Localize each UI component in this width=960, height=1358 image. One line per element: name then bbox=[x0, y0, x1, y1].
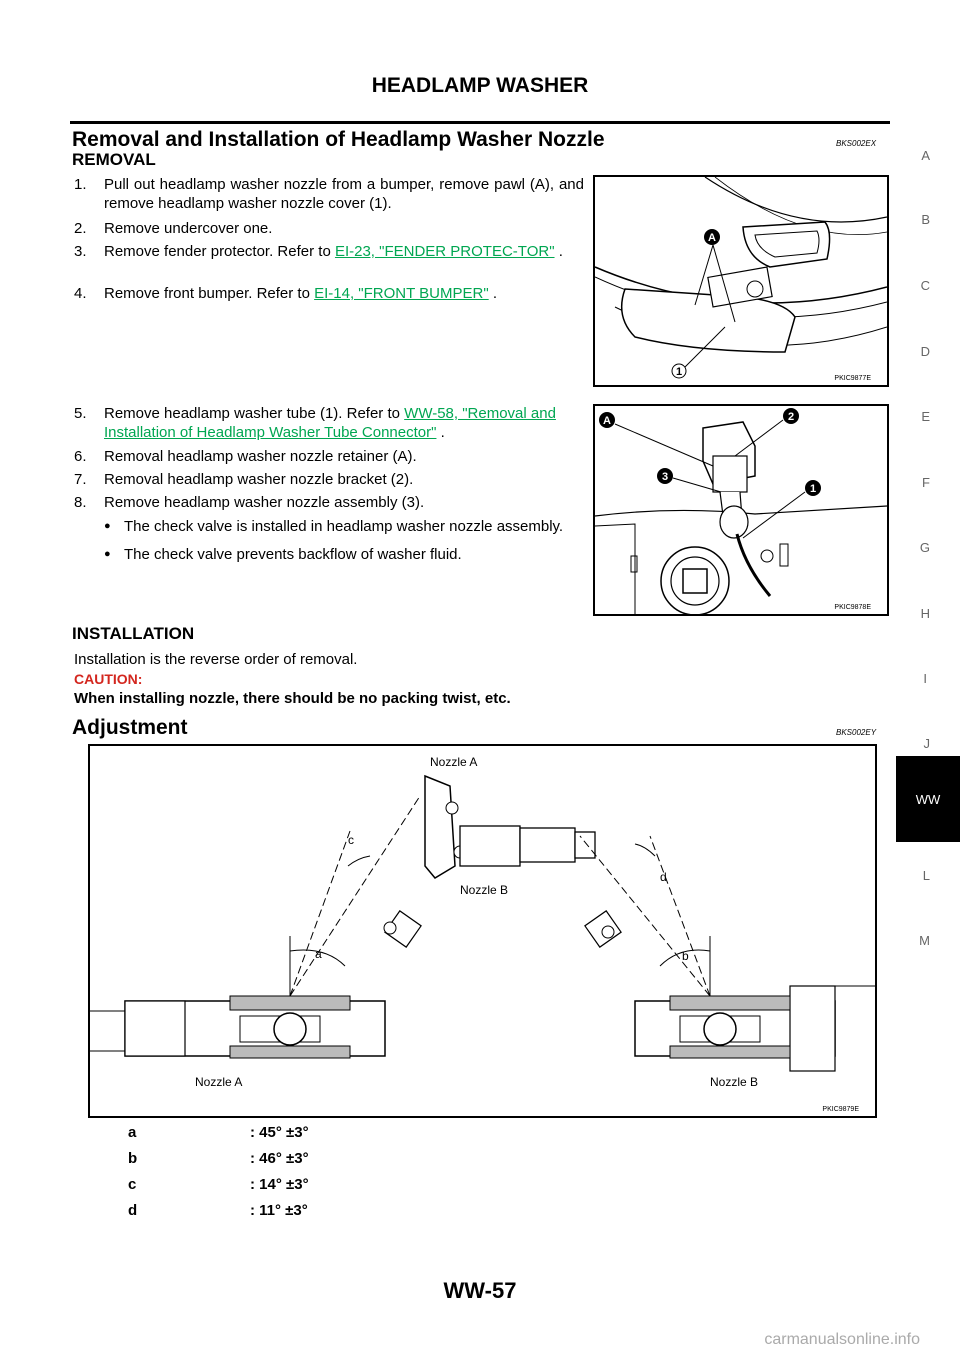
nozzle-assembly-illustration bbox=[595, 406, 887, 614]
label-2: 2 bbox=[787, 411, 795, 423]
step-8 bbox=[74, 493, 584, 512]
spec-value-c: : 14° ±3° bbox=[250, 1176, 309, 1193]
step-text: Remove headlamp washer nozzle assembly (3). bbox=[104, 494, 425, 511]
step-number: 2. bbox=[74, 220, 87, 237]
step-number: 4. bbox=[74, 285, 87, 302]
side-tab-a[interactable]: A bbox=[921, 148, 930, 163]
step-text-post: . bbox=[554, 243, 563, 260]
step-4 bbox=[74, 284, 584, 303]
link-fender-protector[interactable]: EI-23, "FENDER PROTEC-TOR" bbox=[334, 243, 555, 260]
figure-nozzle-adjustment bbox=[88, 744, 877, 1118]
label-a: A bbox=[603, 415, 611, 427]
bullet-icon: ● bbox=[104, 548, 111, 560]
spec-key-d: d bbox=[128, 1202, 138, 1219]
side-tab-ww-active[interactable]: WW bbox=[896, 756, 960, 842]
label-d: d bbox=[660, 870, 667, 884]
caution-label: CAUTION: bbox=[74, 671, 143, 687]
side-tab-h[interactable]: H bbox=[920, 606, 930, 621]
label-c: c bbox=[348, 833, 354, 847]
step-6 bbox=[74, 447, 584, 466]
section-title-removal-installation: Removal and Installation of Headlamp Washer Nozzle bbox=[72, 128, 605, 151]
spec-value-d: : 11° ±3° bbox=[250, 1202, 308, 1219]
label-nozzle-a-bottom: Nozzle A bbox=[195, 1075, 243, 1089]
step-2 bbox=[74, 219, 584, 238]
step-text-post: . bbox=[436, 424, 445, 441]
section-title-adjustment: Adjustment bbox=[72, 716, 188, 739]
watermark: carmanualsonline.info bbox=[764, 1331, 920, 1348]
installation-heading: INSTALLATION bbox=[72, 624, 195, 643]
figure-id: PKIC9878E bbox=[834, 604, 871, 611]
label-nozzle-b-bottom: Nozzle B bbox=[710, 1075, 759, 1089]
step-text: Removal headlamp washer nozzle bracket (2). bbox=[104, 471, 414, 488]
step-text: Remove undercover one. bbox=[104, 220, 273, 237]
bullet-text: The check valve prevents backflow of washer fluid. bbox=[124, 546, 462, 563]
section-code: BKS002EY bbox=[836, 728, 877, 737]
step-number: 3. bbox=[74, 243, 87, 260]
step-text: Pull out headlamp washer nozzle from a bumper, remove pawl (A), and remove headlamp washer nozzle cover (1). bbox=[104, 176, 584, 212]
step-text-pre: Remove front bumper. Refer to bbox=[104, 285, 315, 302]
figure-nozzle-assembly bbox=[593, 404, 889, 616]
link-washer-tube-connector[interactable]: WW-58, "Removal and Installation of Headlamp Washer Tube Connector" bbox=[104, 405, 556, 441]
side-tab-d[interactable]: D bbox=[920, 344, 930, 359]
bullet-list bbox=[104, 517, 584, 564]
step-text: Removal headlamp washer nozzle retainer (A). bbox=[104, 448, 417, 465]
label-a: a bbox=[315, 947, 322, 961]
side-tab-c[interactable]: C bbox=[920, 278, 930, 293]
section-code: BKS002EX bbox=[836, 139, 877, 148]
side-tab-i[interactable]: I bbox=[923, 671, 927, 686]
label-3: 3 bbox=[661, 471, 669, 483]
step-5 bbox=[74, 404, 584, 441]
step-number: 6. bbox=[74, 448, 87, 465]
page-header-title: HEADLAMP WASHER bbox=[371, 74, 589, 97]
nozzle-cover-illustration bbox=[595, 177, 887, 385]
step-text bbox=[104, 242, 584, 261]
label-a: A bbox=[708, 232, 716, 244]
step-text bbox=[104, 284, 584, 303]
bullet-item bbox=[104, 517, 584, 536]
page-number: WW-57 bbox=[443, 1278, 517, 1303]
nozzle-adjustment-illustration bbox=[90, 746, 875, 1116]
spec-value-b: : 46° ±3° bbox=[250, 1150, 309, 1167]
label-nozzle-a-top: Nozzle A bbox=[430, 755, 478, 769]
step-1 bbox=[74, 175, 584, 212]
step-text-pre: Remove headlamp washer tube (1). Refer to bbox=[104, 405, 405, 422]
step-3 bbox=[74, 242, 584, 261]
step-number: 1. bbox=[74, 176, 87, 193]
step-number: 5. bbox=[74, 405, 87, 422]
spec-key-b: b bbox=[128, 1150, 138, 1167]
side-tab-f[interactable]: F bbox=[922, 475, 930, 490]
label-nozzle-b-mid: Nozzle B bbox=[460, 883, 509, 897]
bullet-text: The check valve is installed in headlamp washer nozzle assembly. bbox=[124, 518, 564, 535]
step-7 bbox=[74, 470, 584, 489]
bullet-icon: ● bbox=[104, 520, 111, 532]
label-b: b bbox=[682, 949, 689, 963]
spec-value-a: : 45° ±3° bbox=[250, 1124, 309, 1141]
figure-id: PKIC9877E bbox=[834, 375, 871, 382]
removal-heading: REMOVAL bbox=[72, 150, 156, 169]
side-tab-j[interactable]: J bbox=[923, 736, 930, 751]
step-number: 8. bbox=[74, 494, 87, 511]
header-rule bbox=[70, 121, 890, 124]
spec-key-c: c bbox=[128, 1176, 137, 1193]
step-text-pre: Remove fender protector. Refer to bbox=[104, 243, 335, 260]
label-1: 1 bbox=[809, 483, 817, 495]
step-number: 7. bbox=[74, 471, 87, 488]
side-tab-g[interactable]: G bbox=[919, 540, 930, 555]
step-text bbox=[104, 404, 584, 442]
bullet-item bbox=[104, 545, 584, 564]
spec-key-a: a bbox=[128, 1124, 137, 1141]
label-1: 1 bbox=[675, 366, 683, 378]
caution-text: When installing nozzle, there should be no packing twist, etc. bbox=[74, 690, 511, 707]
step-text-post: . bbox=[488, 285, 498, 302]
side-tab-l[interactable]: L bbox=[922, 868, 930, 883]
side-tab-e[interactable]: E bbox=[921, 409, 930, 424]
figure-id: PKIC9879E bbox=[822, 1106, 859, 1113]
link-front-bumper[interactable]: EI-14, "FRONT BUMPER" bbox=[314, 285, 489, 302]
installation-text: Installation is the reverse order of removal. bbox=[74, 651, 358, 668]
side-tab-b[interactable]: B bbox=[921, 212, 930, 227]
figure-nozzle-cover bbox=[593, 175, 889, 387]
side-tab-m[interactable]: M bbox=[919, 933, 930, 948]
